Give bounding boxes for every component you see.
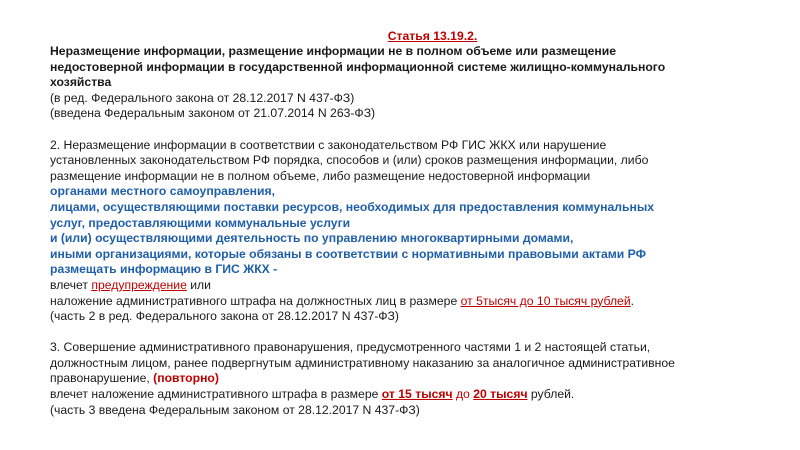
part2-fine-prefix: наложение административного штрафа на должностных лиц в размере xyxy=(50,293,461,308)
part2-subject-line-4: и (или) осуществляющими деятельность по управлению многоквартирными домами, xyxy=(50,231,574,246)
part3-fine-from: от 15 тысяч xyxy=(381,387,453,402)
part3-fine-mid: до xyxy=(452,387,474,402)
part3-fine-line xyxy=(50,387,760,403)
part2-fine-suffix: . xyxy=(630,293,635,308)
part2-subject-line-5: иными организациями, которые обязаны в соответствии с нормативными правовыми актами РФ xyxy=(50,246,647,261)
part2-warning-text: предупреждение xyxy=(91,277,187,292)
part2-fine-amount: от 5тысяч до 10 тысяч рублей xyxy=(460,293,631,308)
part2-subject-line-2: лицами, осуществляющими поставки ресурсов, необходимых для предоставления коммунальных xyxy=(50,199,655,214)
part2-or-text: или xyxy=(186,277,211,292)
part2-fine-line xyxy=(50,294,760,310)
part3-intro-line-3 xyxy=(50,371,760,387)
part2-intro-line-3: размещение информации не в полном объеме, либо размещение недостоверной информации xyxy=(50,168,591,183)
part3-intro-line-2: должностным лицом, ранее подвергнутым административному наказанию за аналогичное административное xyxy=(50,355,675,370)
amendment-note-1: (в ред. Федерального закона от 28.12.2017 N 437-ФЗ) xyxy=(50,90,355,105)
part3-fine-prefix: влечет наложение административного штрафа в размере xyxy=(50,387,382,402)
amendment-note-2: (введена Федеральным законом от 21.07.2014 N 263-ФЗ) xyxy=(50,106,376,121)
part3-line3-prefix: правонарушение, xyxy=(50,371,154,386)
part3-amendment-note: (часть 3 введена Федеральным законом от 28.12.2017 N 437-ФЗ) xyxy=(50,402,420,417)
part2-subject-line-3: услуг, предоставляющими коммунальные услуги xyxy=(50,215,351,230)
article-page xyxy=(50,28,760,418)
part2-penalty-line xyxy=(50,278,760,294)
part3-fine-suffix: рублей. xyxy=(527,387,575,402)
part2-amendment-note: (часть 2 в ред. Федерального закона от 28.12.2017 N 437-ФЗ) xyxy=(50,309,399,324)
part3-intro-line-1: 3. Совершение административного правонарушения, предусмотренного частями 1 и 2 настоящей статьи, xyxy=(50,340,651,355)
article-title-line xyxy=(50,28,760,44)
part2-intro-line-2: установленных законодательством РФ порядка, способов и (или) сроков размещения информации, либо xyxy=(50,153,649,168)
article-heading-line-2: недостоверной информации в государственной информационной системе жилищно-коммунального xyxy=(50,59,666,74)
part3-fine-to: 20 тысяч xyxy=(473,387,528,402)
article-heading-line-3: хозяйства xyxy=(50,75,112,90)
article-title: Статья 13.19.2. xyxy=(387,29,478,43)
part2-subject-line-6: размещать информацию в ГИС ЖКХ - xyxy=(50,262,278,277)
part3-repeat-text: (повторно) xyxy=(153,371,219,386)
part2-subject-line-1: органами местного самоуправления, xyxy=(50,184,275,199)
part2-intro-line-1: 2. Неразмещение информации в соответствии с законодательством РФ ГИС ЖКХ или нарушение xyxy=(50,137,607,152)
part2-entails-text: влечет xyxy=(50,277,92,292)
article-heading-line-1: Неразмещение информации, размещение информации не в полном объеме или размещение xyxy=(50,44,617,58)
